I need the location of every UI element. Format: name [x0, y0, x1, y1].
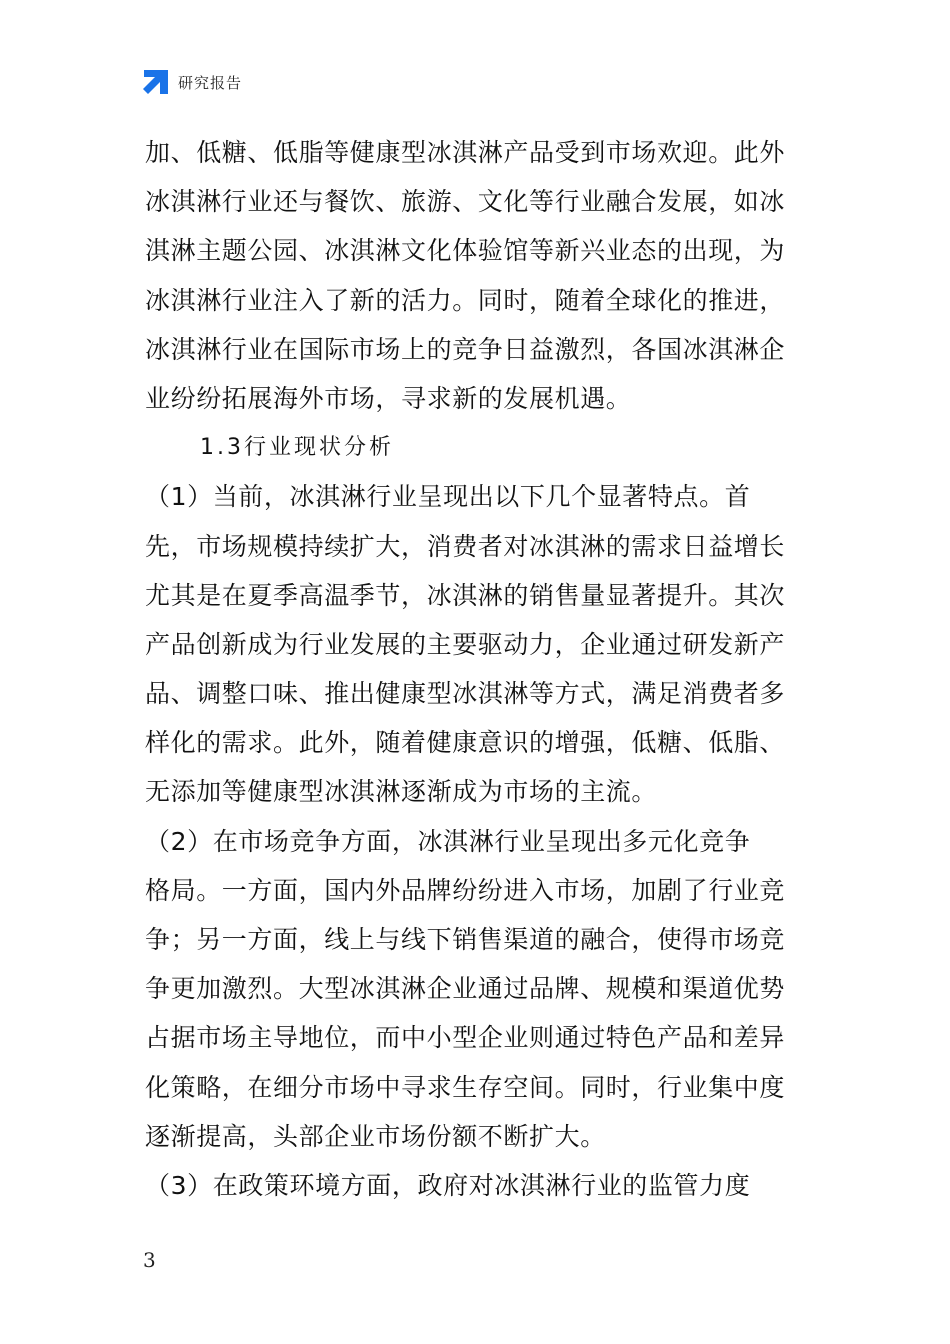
text-line: 产品创新成为行业发展的主要驱动力，企业通过研发新产: [145, 629, 786, 659]
text-line: 占据市场主导地位，而中小型企业则通过特色产品和差异: [145, 1023, 786, 1053]
text-line: 样化的需求。此外，随着健康意识的增强，低糖、低脂、: [145, 728, 786, 758]
section-heading: 1.3行业现状分析: [200, 435, 394, 461]
document-body: [145, 128, 809, 1210]
paragraph-first-line: （1）当前，冰淇淋行业呈现出以下几个显著特点。首: [145, 482, 751, 512]
text-line: 无添加等健康型冰淇淋逐渐成为市场的主流。: [145, 777, 658, 807]
text-line: 格局。一方面，国内外品牌纷纷进入市场，加剧了行业竞: [145, 875, 786, 905]
arrow-up-right-icon: [143, 69, 169, 95]
text-line: 化策略，在细分市场中寻求生存空间。同时，行业集中度: [145, 1072, 786, 1102]
text-line: 争；另一方面，线上与线下销售渠道的融合，使得市场竞: [145, 925, 786, 954]
text-line: 品、调整口味、推出健康型冰淇淋等方式，满足消费者多: [145, 679, 786, 709]
text-line: 冰淇淋行业在国际市场上的竞争日益激烈，各国冰淇淋企: [145, 334, 786, 364]
text-line: 先，市场规模持续扩大，消费者对冰淇淋的需求日益增长: [145, 531, 786, 561]
page-header: [143, 68, 242, 96]
paragraph-first-line: （3）在政策环境方面，政府对冰淇淋行业的监管力度: [145, 1170, 751, 1200]
paragraph-first-line: （2）在市场竞争方面，冰淇淋行业呈现出多元化竞争: [145, 826, 751, 856]
text-line: 冰淇淋行业注入了新的活力。同时，随着全球化的推进，: [145, 285, 786, 315]
text-line: 冰淇淋行业还与餐饮、旅游、文化等行业融合发展，如冰: [145, 187, 786, 217]
text-line: 业纷纷拓展海外市场，寻求新的发展机遇。: [145, 383, 632, 413]
text-line: 加、低糖、低脂等健康型冰淇淋产品受到市场欢迎。此外: [145, 138, 786, 167]
text-line: 逐渐提高，头部企业市场份额不断扩大。: [145, 1121, 606, 1151]
text-line: 淇淋主题公园、冰淇淋文化体验馆等新兴业态的出现，为: [145, 236, 786, 266]
page-number: 3: [143, 1248, 156, 1272]
text-line: 尤其是在夏季高温季节，冰淇淋的销售量显著提升。其次: [145, 580, 786, 610]
report-title: 研究报告: [178, 73, 243, 92]
text-line: 争更加激烈。大型冰淇淋企业通过品牌、规模和渠道优势: [145, 974, 786, 1004]
